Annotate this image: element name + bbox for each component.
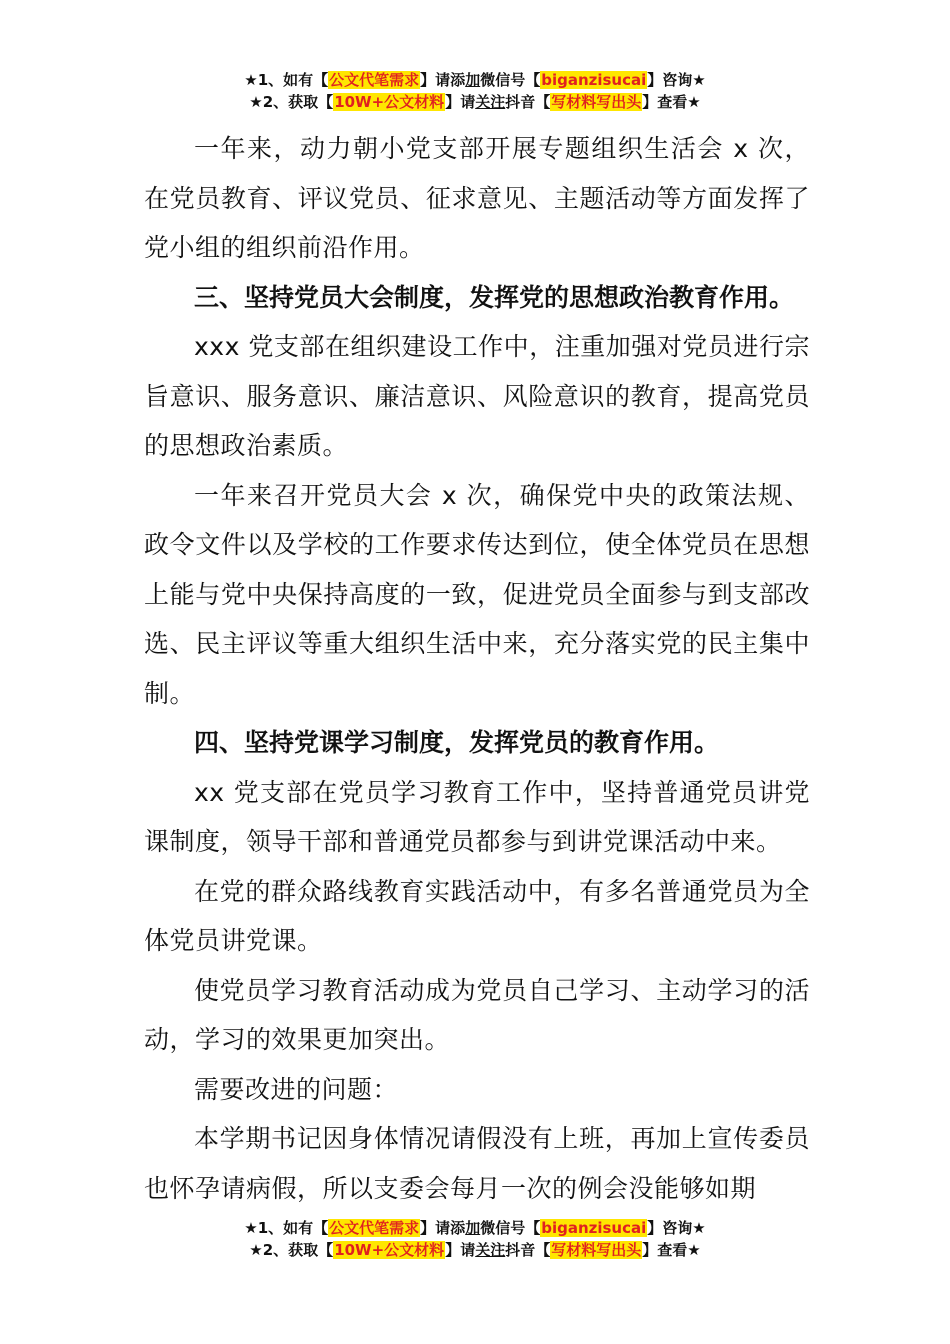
promo-text: ★2、获取【 <box>249 1241 334 1259</box>
promo-highlight: 写材料写出头 <box>551 1241 642 1259</box>
promo-text: 微信号【 <box>480 71 541 89</box>
promo-text: 】咨询★ <box>647 71 706 89</box>
promo-banner-bottom <box>0 1217 950 1261</box>
promo-line-2 <box>0 1239 950 1261</box>
document-body <box>144 124 810 1213</box>
body-paragraph: 本学期书记因身体情况请假没有上班，再加上宣传委员也怀孕请病假，所以支委会每月一次的例会没能够如期 <box>144 1124 810 1203</box>
promo-underlined-text: 加 <box>465 1219 481 1237</box>
promo-text: 】请 <box>445 93 476 111</box>
body-paragraph: xx 党支部在党员学习教育工作中，坚持普通党员讲党课制度，领导干部和普通党员都参与到讲党课活动中来。 <box>144 777 810 856</box>
promo-highlight: 公文代笔需求 <box>329 71 420 89</box>
promo-text: 微信号【 <box>480 1219 541 1237</box>
promo-underlined-text: 加 <box>465 71 481 89</box>
body-paragraph: xxx 党支部在组织建设工作中，注重加强对党员进行宗旨意识、服务意识、廉洁意识、风险意识的教育，提高党员的思想政治素质。 <box>144 332 810 460</box>
promo-text: 抖音【 <box>505 93 551 111</box>
promo-text: 】请 <box>445 1241 476 1259</box>
promo-underlined-text: 关注 <box>475 93 506 111</box>
promo-highlight: 10W+公文材料 <box>334 93 445 111</box>
promo-text: 】请添 <box>420 71 466 89</box>
section-heading: 四、坚持党课学习制度，发挥党员的教育作用。 <box>194 728 720 757</box>
promo-text: ★1、如有【 <box>244 1219 329 1237</box>
promo-line-1 <box>0 1217 950 1239</box>
promo-line-1 <box>0 69 950 91</box>
promo-text: 】请添 <box>420 1219 466 1237</box>
section-heading: 三、坚持党员大会制度，发挥党的思想政治教育作用。 <box>194 282 795 312</box>
promo-highlight: 公文代笔需求 <box>329 1219 420 1237</box>
promo-text: 】查看★ <box>642 93 701 111</box>
body-paragraph: 使党员学习教育活动成为党员自己学习、主动学习的活动，学习的效果更加突出。 <box>144 975 810 1054</box>
promo-underlined-text: 关注 <box>475 1241 506 1259</box>
promo-text: 抖音【 <box>505 1241 551 1259</box>
promo-line-2 <box>0 91 950 113</box>
promo-highlight: 10W+公文材料 <box>334 1241 445 1259</box>
promo-text: 】咨询★ <box>647 1219 706 1237</box>
promo-highlight: 写材料写出头 <box>551 93 642 111</box>
promo-text: ★1、如有【 <box>244 71 329 89</box>
promo-banner-top <box>0 69 950 113</box>
body-paragraph: 一年来召开党员大会 x 次，确保党中央的政策法规、政令文件以及学校的工作要求传达到位，使全体党员在思想上能与党中央保持高度的一致，促进党员全面参与到支部改选、民主评议等重大组织生活中来，充分落实党的民主集中制。 <box>144 480 810 708</box>
promo-text: 】查看★ <box>642 1241 701 1259</box>
promo-highlight: biganzisucai <box>541 1219 647 1237</box>
body-paragraph: 在党的群众路线教育实践活动中，有多名普通党员为全体党员讲党课。 <box>144 876 810 955</box>
promo-text: ★2、获取【 <box>249 93 334 111</box>
promo-highlight: biganzisucai <box>541 71 647 89</box>
body-paragraph: 需要改进的问题： <box>194 1074 399 1104</box>
body-paragraph: 一年来，动力朝小党支部开展专题组织生活会 x 次，在党员教育、评议党员、征求意见、主题活动等方面发挥了党小组的组织前沿作用。 <box>144 134 810 262</box>
